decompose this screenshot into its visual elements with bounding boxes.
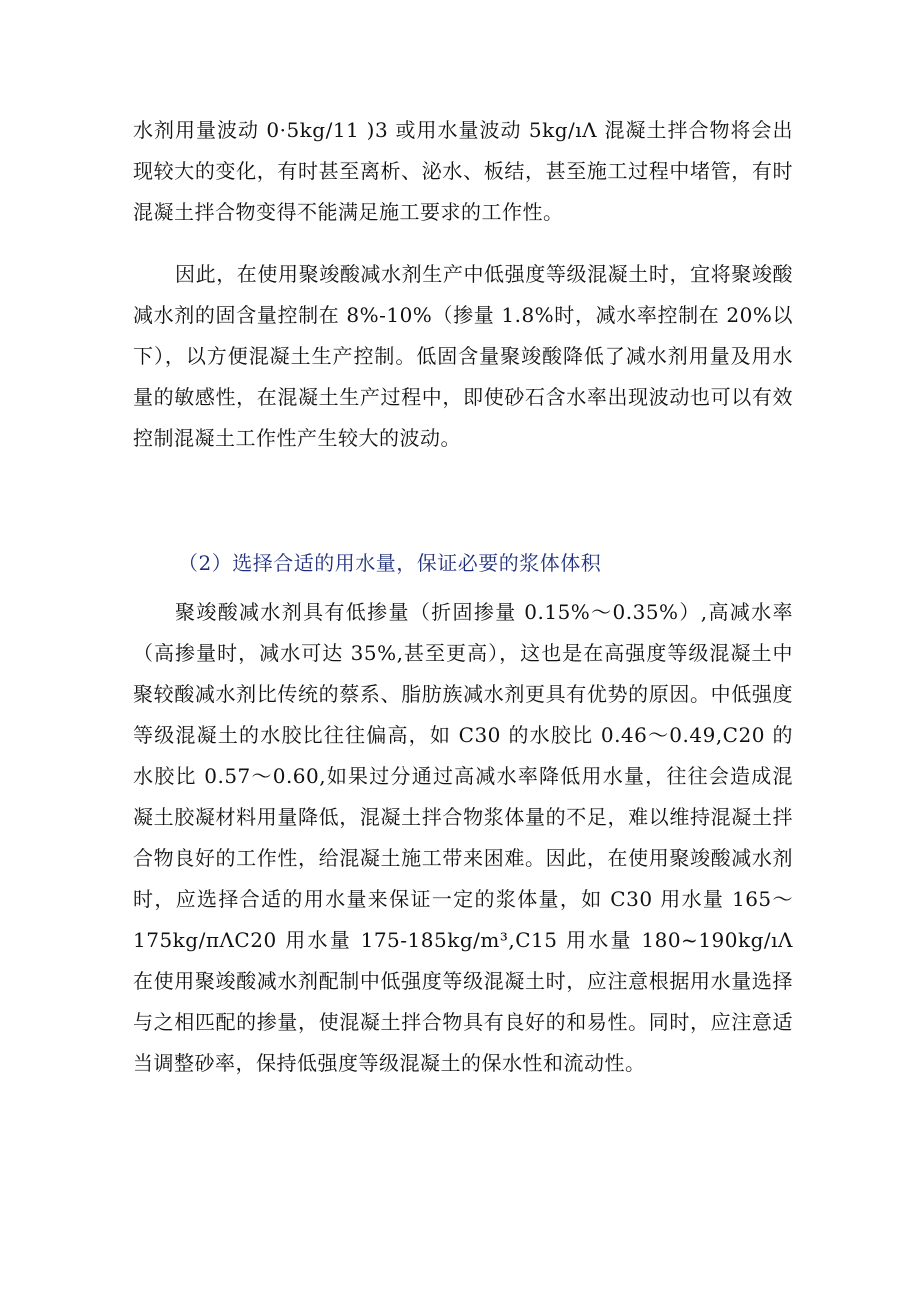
section-heading: （2）选择合适的用水量，保证必要的浆体体积 [178, 551, 602, 575]
paragraph-continuation: 水剂用量波动 0·5kg/11 )3 或用水量波动 5kg/ıΛ 混凝土拌合物将会出现较大的变化，有时甚至离析、泌水、板结，甚至施工过程中堵管，有时混凝土拌合物变得不能满足施工要求的工作性。 [133, 118, 793, 224]
paragraph-solid-content: 因此，在使用聚竣酸减水剂生产中低强度等级混凝土时，宜将聚竣酸减水剂的固含量控制在 8%-10%（掺量 1.8%时，减水率控制在 20%以下），以方便混凝土生产控制。低固含量聚竣酸降低了减水剂用量及用水量的敏感性，在混凝土生产过程中，即使砂石含水率出现波动也可以有效控制混凝土工作性产生较大的波动。 [133, 262, 793, 450]
paragraph-water-usage: 聚竣酸减水剂具有低掺量（折固掺量 0.15%～0.35%）,高减水率（高掺量时，减水可达 35%,甚至更高），这也是在高强度等级混凝土中聚较酸减水剂比传统的蔡系、脂肪族减水剂更具有优势的原因。中低强度等级混凝土的水胶比往往偏高，如 C30 的水胶比 0.46～0.49,C20 的水胶比 0.57～0.60,如果过分通过高减水率降低用水量，往往会造成混凝土胶凝材料用量降低，混凝土拌合物浆体量的不足，难以维持混凝土拌合物良好的工作性，给混凝土施工带来困难。因此，在使用聚竣酸减水剂时，应选择合适的用水量来保证一定的浆体量，如 C30 用水量 165～175kg/πΛC20 用水量 175-185kg/m³,C15 用水量 180~190kg/ıΛ 在使用聚竣酸减水剂配制中低强度等级混凝土时，应注意根据用水量选择与之相匹配的掺量，使混凝土拌合物具有良好的和易性。同时，应注意适当调整砂率，保持低强度等级混凝土的保水性和流动性。 [133, 600, 793, 1075]
